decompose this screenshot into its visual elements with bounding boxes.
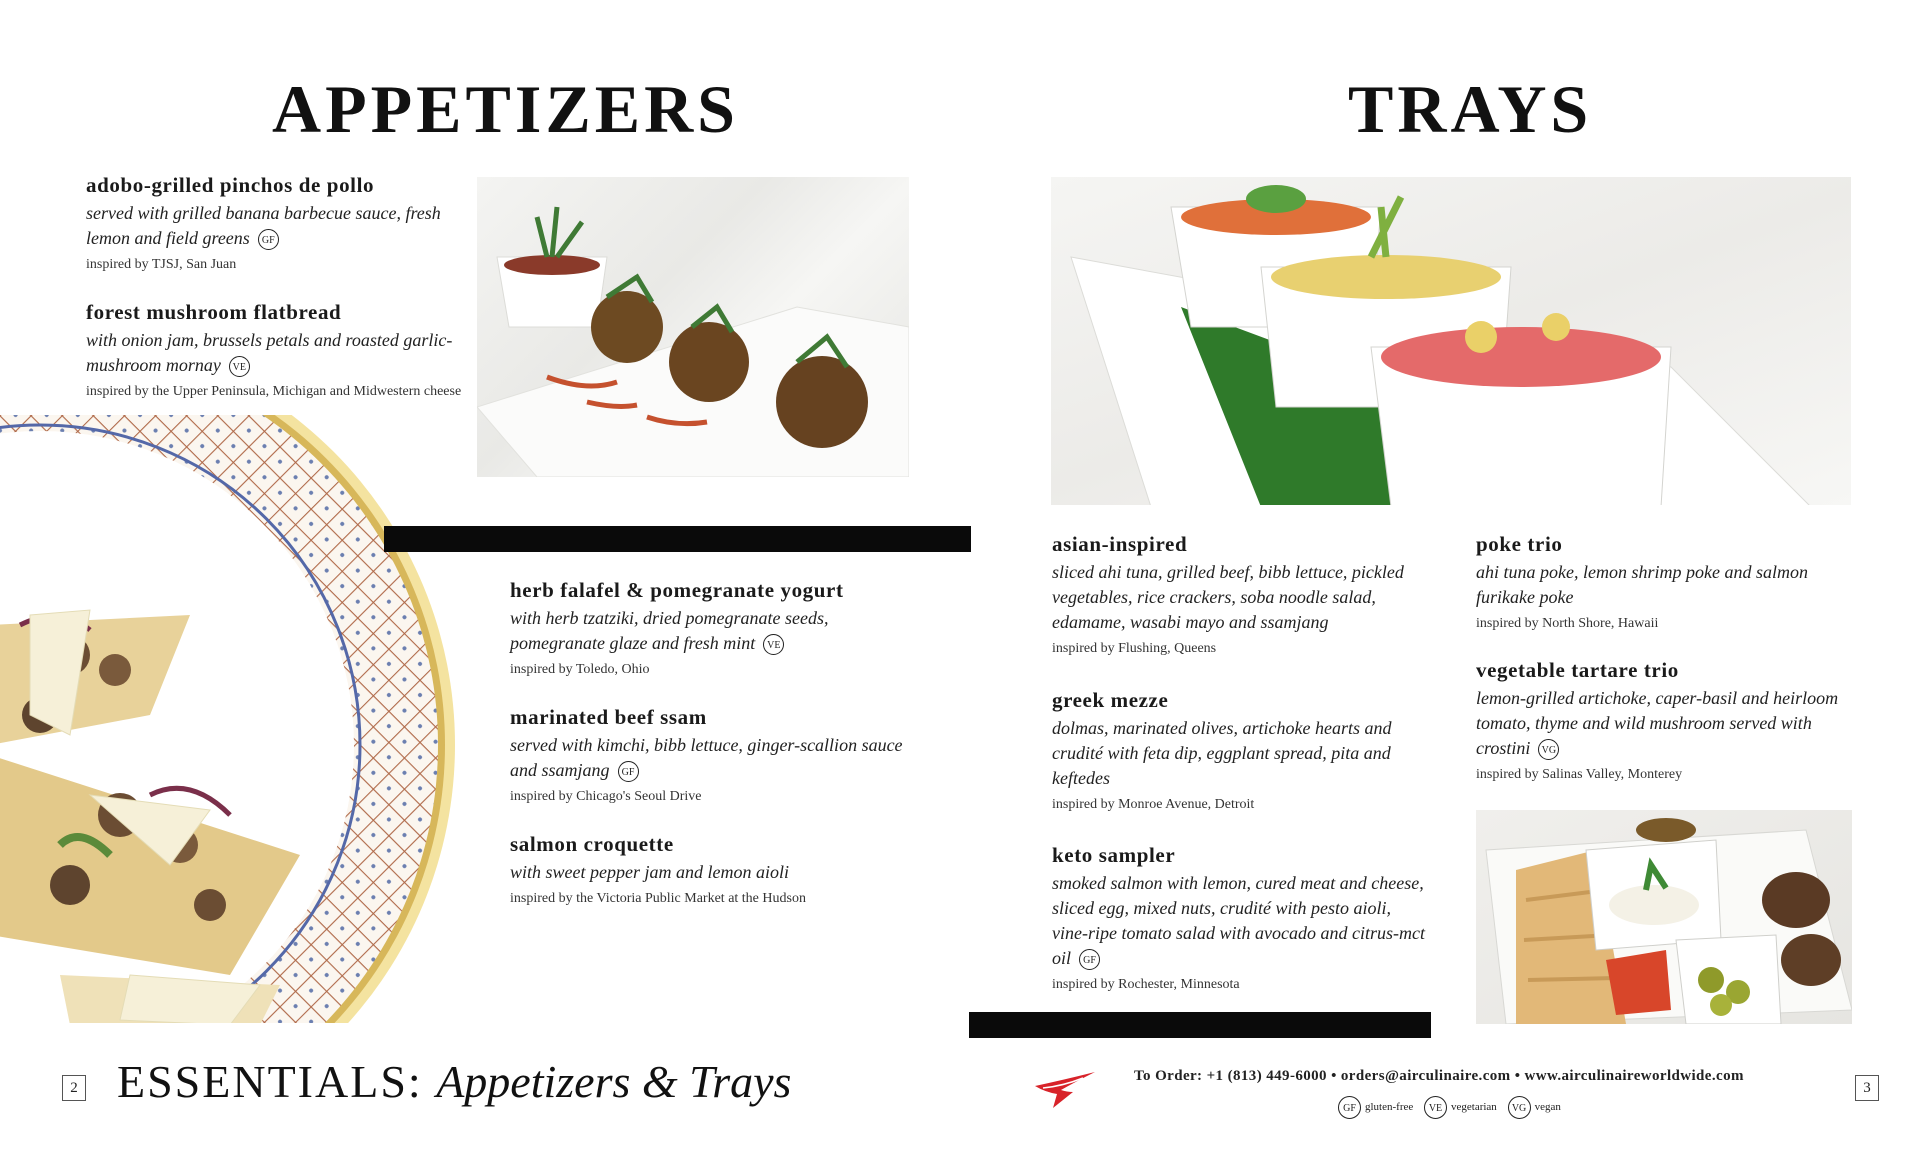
menu-item: [1052, 688, 1402, 816]
item-inspiration: inspired by Flushing, Queens: [1052, 641, 1217, 656]
menu-item: [1052, 843, 1427, 996]
item-description: served with grilled banana barbecue sauce, fresh lemon and field greens GF: [86, 201, 446, 251]
item-description: with onion jam, brussels petals and roasted garlic-mushroom mornay VE: [86, 328, 466, 378]
menu-item: [510, 705, 920, 808]
item-inspiration: inspired by North Shore, Hawaii: [1476, 616, 1659, 631]
footer-title-main: ESSENTIALS:: [117, 1056, 423, 1107]
item-description: smoked salmon with lemon, cured meat and cheese, sliced egg, mixed nuts, crudité with pesto aioli, vine-ripe tomato salad with avocado and citrus-mct oil GF: [1052, 871, 1427, 971]
item-name: keto sampler: [1052, 843, 1176, 867]
item-name: salmon croquette: [510, 832, 674, 856]
footer-title-script: Appetizers & Trays: [436, 1056, 792, 1107]
page-number-left: 2: [62, 1075, 86, 1101]
item-name: adobo-grilled pinchos de pollo: [86, 173, 375, 197]
item-inspiration: inspired by Salinas Valley, Monterey: [1476, 767, 1683, 782]
item-description: sliced ahi tuna, grilled beef, bibb lettuce, pickled vegetables, rice crackers, soba noodle salad, edamame, wasabi mayo and ssamjang: [1052, 562, 1404, 632]
item-inspiration: inspired by Rochester, Minnesota: [1052, 977, 1240, 992]
order-contact-info: To Order: +1 (813) 449-6000 • orders@airculinaire.com • www.airculinaireworldwide.com: [1134, 1068, 1744, 1084]
vegan-badge: VG: [1538, 739, 1559, 760]
item-name: marinated beef ssam: [510, 705, 707, 729]
gluten-free-badge: GF: [618, 761, 639, 782]
gluten-free-badge: GF: [1338, 1096, 1361, 1119]
footer-title: [117, 1055, 791, 1108]
decorative-bar: [384, 526, 971, 552]
page-number-right: 3: [1855, 1075, 1879, 1101]
legend-vegan: VG vegan: [1508, 1101, 1561, 1113]
vegetarian-badge: VE: [1424, 1096, 1447, 1119]
appetizers-heading: APPETIZERS: [272, 71, 739, 147]
legend-gluten-free: GF gluten-free: [1338, 1101, 1413, 1113]
item-description: with herb tzatziki, dried pomegranate seeds, pomegranate glaze and fresh mint VE: [510, 606, 920, 656]
item-name: poke trio: [1476, 532, 1563, 556]
menu-item: [86, 173, 446, 276]
menu-item: [510, 832, 920, 910]
flatbread-plate-image: [0, 415, 460, 1025]
decorative-bar: [969, 1012, 1431, 1038]
greek-mezze-photo: [1476, 810, 1852, 1024]
gluten-free-badge: GF: [1079, 949, 1100, 970]
item-inspiration: inspired by Toledo, Ohio: [510, 662, 650, 677]
item-description: with sweet pepper jam and lemon aioli: [510, 862, 789, 882]
airculinaire-logo-icon: [1033, 1070, 1097, 1110]
item-description: ahi tuna poke, lemon shrimp poke and salmon furikake poke: [1476, 562, 1808, 607]
item-inspiration: inspired by the Victoria Public Market at the Hudson: [510, 891, 806, 906]
item-name: forest mushroom flatbread: [86, 300, 342, 324]
menu-item: [1052, 532, 1412, 660]
item-description: dolmas, marinated olives, artichoke hearts and crudité with feta dip, eggplant spread, pita and keftedes: [1052, 718, 1392, 788]
poke-trio-photo: [1051, 177, 1851, 505]
menu-item: [510, 578, 920, 681]
item-inspiration: inspired by TJSJ, San Juan: [86, 257, 237, 272]
item-inspiration: inspired by Monroe Avenue, Detroit: [1052, 797, 1255, 812]
item-name: vegetable tartare trio: [1476, 658, 1679, 682]
vegetarian-badge: VE: [229, 356, 250, 377]
trays-heading: TRAYS: [1348, 71, 1593, 147]
item-inspiration: inspired by Chicago's Seoul Drive: [510, 789, 702, 804]
item-name: asian-inspired: [1052, 532, 1188, 556]
item-description: served with kimchi, bibb lettuce, ginger-scallion sauce and ssamjang GF: [510, 733, 920, 783]
legend-vegetarian: VE vegetarian: [1424, 1101, 1497, 1113]
menu-item: [1476, 658, 1846, 786]
falafel-photo: [477, 177, 909, 477]
diet-legend: [1338, 1096, 1569, 1119]
item-inspiration: inspired by the Upper Peninsula, Michigan and Midwestern cheese: [86, 384, 462, 399]
menu-item: [86, 300, 466, 403]
item-name: greek mezze: [1052, 688, 1169, 712]
vegetarian-badge: VE: [763, 634, 784, 655]
vegan-badge: VG: [1508, 1096, 1531, 1119]
item-description: lemon-grilled artichoke, caper-basil and heirloom tomato, thyme and wild mushroom served with crostini VG: [1476, 686, 1846, 761]
item-name: herb falafel & pomegranate yogurt: [510, 578, 844, 602]
gluten-free-badge: GF: [258, 229, 279, 250]
menu-item: [1476, 532, 1836, 635]
